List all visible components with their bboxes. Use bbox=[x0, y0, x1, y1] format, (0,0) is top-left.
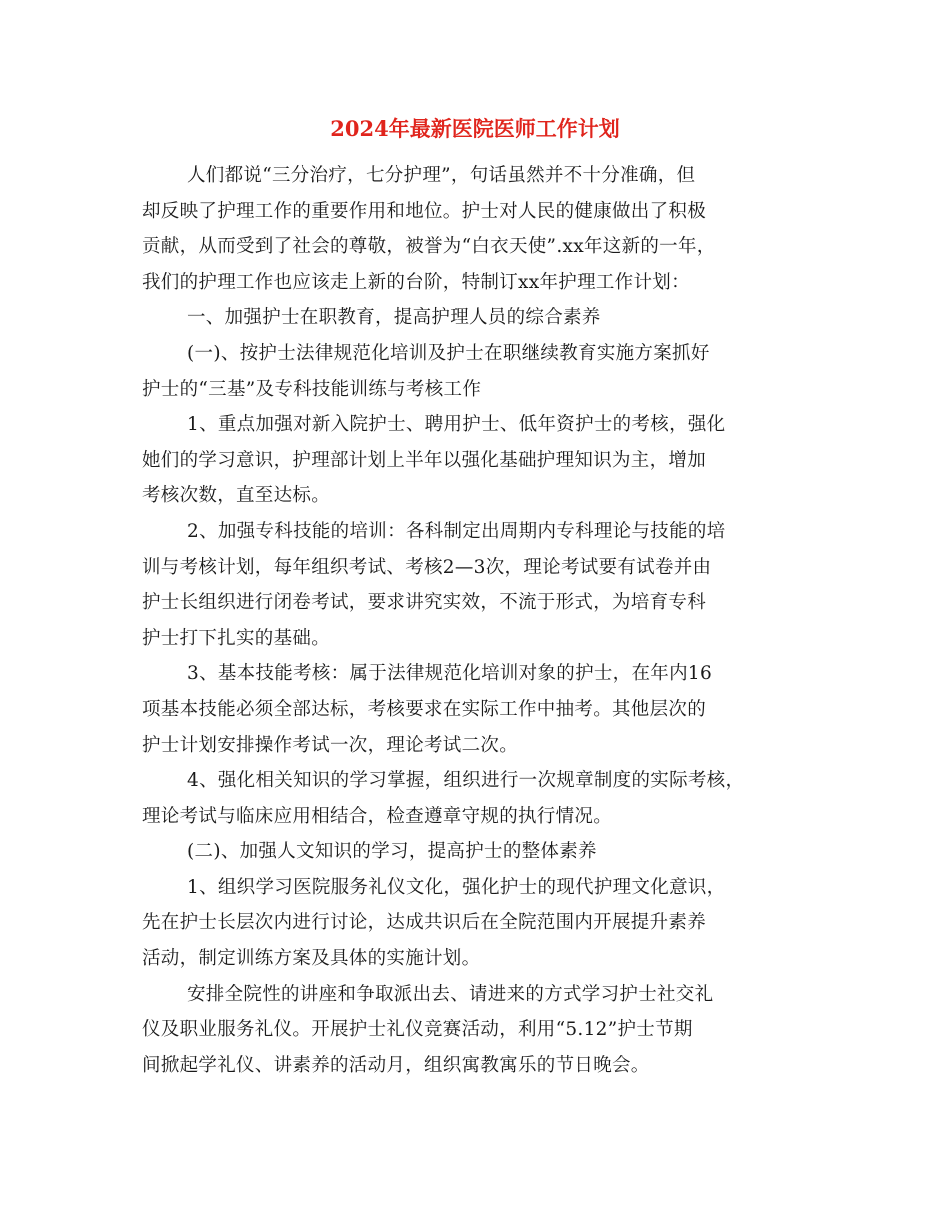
list-item-5: 1、组织学习医院服务礼仪文化，强化护士的现代护理文化意识， 先在护士长层次内进行讨论，达成共识后在全院范围内开展提升素养 活动，制定训练方案及具体的实施计划。 bbox=[142, 876, 726, 970]
list-item-2: 2、加强专科技能的培训：各科制定出周期内专科理论与技能的培 训与考核计划，每年组织考试、考核2—3次，理论考试要有试卷并由 护士长组织进行闭卷考试，要求讲究实效，不流于形式，为培育专科 护士打下扎实的基础。 bbox=[142, 520, 726, 649]
list-item-4: 4、强化相关知识的学习掌握，组织进行一次规章制度的实际考核， 理论考试与临床应用相结合，检查遵章守规的执行情况。 bbox=[142, 770, 745, 827]
list-item-3: 3、基本技能考核：属于法律规范化培训对象的护士，在年内16 项基本技能必须全部达标，考核要求在实际工作中抽考。其他层次的 护士计划安排操作考试一次，理论考试二次。 bbox=[142, 663, 713, 756]
document-body bbox=[142, 158, 832, 1083]
document-title: 2024年最新医院医师工作计划 bbox=[330, 116, 620, 141]
subsection-heading-2: (二)、加强人文知识的学习，提高护士的整体素养 bbox=[187, 841, 597, 863]
section-heading-1: 一、加强护士在职教育，提高护理人员的综合素养 bbox=[187, 307, 601, 329]
subsection-heading-1: (一)、按护士法律规范化培训及护士在职继续教育实施方案抓好 护士的“三基”及专科技能训练与考核工作 bbox=[142, 342, 710, 400]
paragraph-closing: 安排全院性的讲座和争取派出去、请进来的方式学习护士社交礼 仪及职业服务礼仪。开展护士礼仪竞赛活动，利用“5.12”护士节期 间掀起学礼仪、讲素养的活动月，组织寓教寓乐的节日晚会。 bbox=[142, 983, 714, 1076]
list-item-1: 1、重点加强对新入院护士、聘用护士、低年资护士的考核，强化 她们的学习意识，护理部计划上半年以强化基础护理知识为主，增加 考核次数，直至达标。 bbox=[142, 414, 726, 507]
paragraph-intro: 人们都说“三分治疗，七分护理”，句话虽然并不十分准确，但 却反映了护理工作的重要作用和地位。护士对人民的健康做出了积极 贡献，从而受到了社会的尊敬，被誉为“白衣天使”.xx年这新的一年， 我们的护理工作也应该走上新的台阶，特制订xx年护理工作计划： bbox=[142, 165, 716, 293]
